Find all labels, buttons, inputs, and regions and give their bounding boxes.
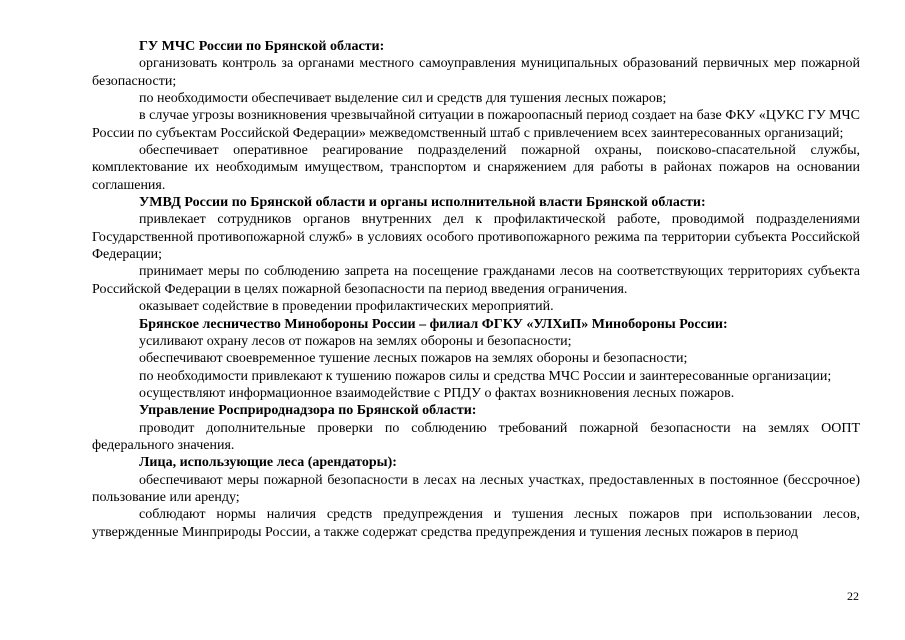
paragraph: обеспечивают своевременное тушение лесных пожаров на землях обороны и безопасности; bbox=[139, 351, 688, 367]
paragraph: осуществляют информационное взаимодействие с РПДУ о фактах возникновения лесных пожаров. bbox=[139, 385, 735, 401]
paragraph: организовать контроль за органами местного самоуправления муниципальных образований первичных мер пожарной безопасности; bbox=[92, 56, 860, 89]
paragraph: по необходимости привлекают к тушению пожаров силы и средства МЧС России и заинтересованные организации; bbox=[139, 368, 832, 384]
paragraph: усиливают охрану лесов от пожаров на землях обороны и безопасности; bbox=[139, 333, 572, 349]
paragraph: по необходимости обеспечивает выделение сил и средств для тушения лесных пожаров; bbox=[139, 91, 667, 107]
paragraph: проводит дополнительные проверки по соблюдению требований пожарной безопасности на землях ООПТ федерального значения. bbox=[92, 420, 860, 453]
section-heading-forest-users: Лица, использующие леса (арендаторы): bbox=[139, 455, 397, 471]
section-heading-rosprirodnadzor: Управление Росприроднадзора по Брянской области: bbox=[139, 403, 477, 419]
page-number: 22 bbox=[847, 589, 859, 603]
section-heading-mchs: ГУ МЧС России по Брянской области: bbox=[139, 39, 385, 54]
paragraph: обеспечивает оперативное реагирование подразделений пожарной охраны, поисково-спасательной службы, комплектование их необходимым имуществом, транспортом и снаряжением для работы в районах пожаров на основании соглашения. bbox=[92, 143, 860, 193]
paragraph: принимает меры по соблюдению запрета на посещение гражданами лесов на соответствующих территориях субъекта Российской Федерации в целях пожарной безопасности па период введения ограничения. bbox=[92, 264, 860, 297]
paragraph: привлекает сотрудников органов внутренних дел к профилактической работе, проводимой подразделениями Государственной противопожарной служб» в условиях особого противопожарного режима па территории субъекта Российской Федерации; bbox=[92, 212, 860, 263]
section-heading-umvd: УМВД России по Брянской области и органы исполнительной власти Брянской области: bbox=[139, 195, 706, 211]
page-content bbox=[92, 38, 860, 541]
section-heading-forestry: Брянское лесничество Минобороны России – филиал ФГКУ «УЛХиП» Минобороны России: bbox=[139, 316, 728, 332]
paragraph: в случае угрозы возникновения чрезвычайной ситуации в пожароопасный период создает на базе ФКУ «ЦУКС ГУ МЧС России по субъектам Российской Федерации» межведомственный штаб с привлечением всех заинтересованных организаций; bbox=[92, 108, 860, 141]
paragraph: оказывает содействие в проведении профилактических мероприятий. bbox=[139, 299, 554, 315]
paragraph: соблюдают нормы наличия средств предупреждения и тушения лесных пожаров при использовании лесов, утвержденные Минприроды России, а также содержат средства предупреждения и тушения лесных пожаров в период bbox=[92, 507, 860, 540]
paragraph: обеспечивают меры пожарной безопасности в лесах на лесных участках, предоставленных в постоянное (бессрочное) пользование или аренду; bbox=[92, 472, 860, 505]
